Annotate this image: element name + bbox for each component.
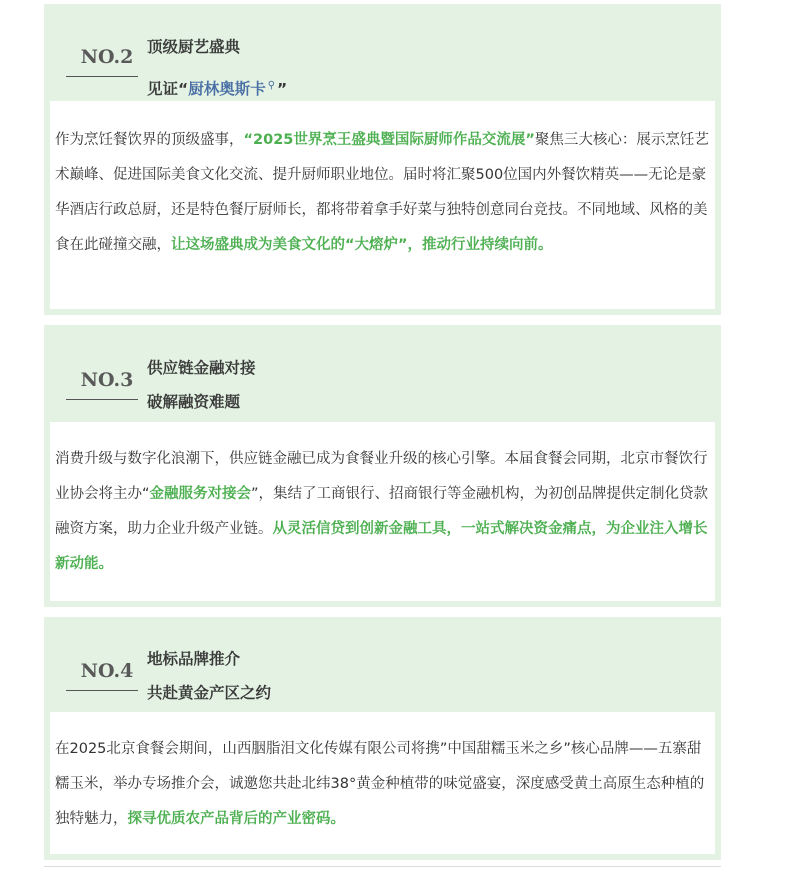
number-underline: [66, 76, 138, 77]
section-paragraph: [55, 123, 709, 263]
oscar-link[interactable]: 厨林奥斯卡: [188, 80, 266, 98]
section-subtitle: 破解融资难题: [147, 393, 241, 411]
subtitle-suffix: ”: [277, 80, 288, 98]
search-icon[interactable]: ⚲: [267, 79, 276, 91]
section-title: 供应链金融对接: [147, 359, 256, 377]
subtitle-prefix: 见证“: [147, 80, 189, 98]
section-paragraph: [55, 732, 709, 837]
para-highlight: 探寻优质农产品背后的产业密码。: [127, 811, 345, 827]
section-title: 地标品牌推介: [147, 650, 241, 668]
para-text: 聚焦三大核心：展示烹饪艺术巅峰、促进国际美食文化交流、提升厨师职业地位。届时将汇聚500位国内外餐饮精英——无论是豪华酒店行政总厨，还是特色餐厅厨师长，都将带着拿手好菜与独特创意同台竞技。不同地域、风格的美食在此碰撞交融，: [55, 132, 709, 253]
para-highlight: 从灵活信贷到创新金融工具，一站式解决资金痛点，为企业注入增长新动能。: [55, 521, 708, 572]
para-highlight: “2025世界烹王盛典暨国际厨师作品交流展”: [243, 132, 535, 148]
para-text: 在2025北京食餐会期间，山西胭脂泪文化传媒有限公司将携”中国甜糯玉米之乡”核心品牌——五寨甜糯玉米，举办专场推介会，诚邀您共赴北纬38°黄金种植带的味觉盛宴，深度感受黄土高原生态种植的独特魅力，: [55, 741, 705, 827]
section-no2: [44, 4, 721, 315]
section-number: NO.4: [80, 660, 134, 682]
section-header: [44, 617, 721, 713]
section-no3: [44, 325, 721, 607]
section-number: NO.3: [80, 369, 134, 391]
section-card: [50, 712, 715, 854]
section-title: 顶级厨艺盛典: [147, 38, 241, 56]
para-text: ”，集结了工商银行、招商银行等金融机构，为初创品牌提供定制化贷款融资方案，助力企业升级产业链。: [55, 486, 709, 537]
section-header: [44, 325, 721, 421]
para-highlight: 让这场盛典成为美食文化的“大熔炉”，推动行业持续向前。: [171, 237, 553, 253]
section-header: [44, 4, 721, 100]
section-card: [50, 422, 715, 601]
number-underline: [66, 690, 138, 691]
section-no4: [44, 617, 721, 860]
section-card: [50, 101, 715, 309]
section-paragraph: [55, 442, 709, 582]
para-highlight: 金融服务对接会: [149, 486, 252, 502]
para-text: 作为烹饪餐饮界的顶级盛事，: [55, 132, 244, 148]
section-subtitle: 共赴黄金产区之约: [147, 684, 272, 702]
section-subtitle: [147, 77, 287, 99]
para-text: 消费升级与数字化浪潮下，供应链金融已成为食餐业升级的核心引擎。本届食餐会同期，北京市餐饮行业协会将主办“: [55, 451, 708, 502]
section-number: NO.2: [80, 46, 134, 68]
number-underline: [66, 399, 138, 400]
divider: [44, 866, 721, 867]
